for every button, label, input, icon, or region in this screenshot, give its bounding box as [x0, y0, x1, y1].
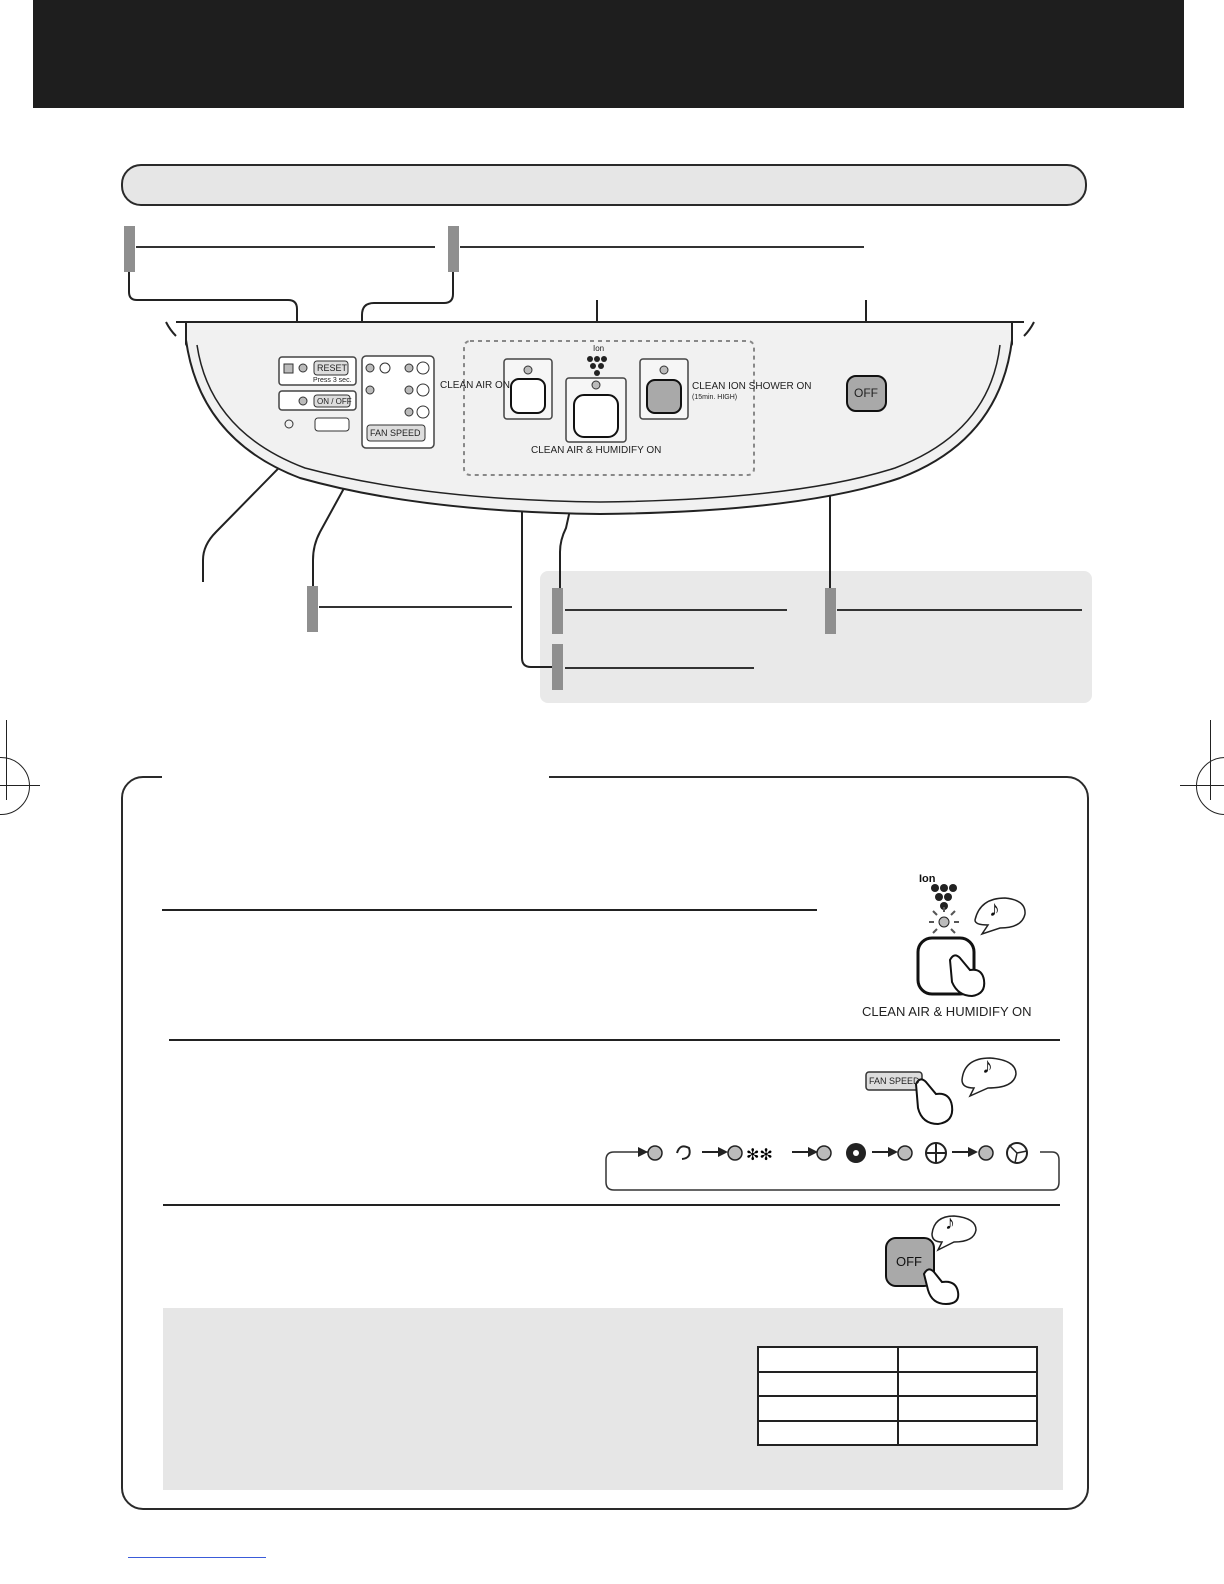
step2-fan-speed-label: FAN SPEED: [869, 1076, 920, 1086]
music-note-icon: ♪: [989, 896, 1000, 921]
registration-mark-line: [6, 720, 7, 800]
table-row: [758, 1396, 1037, 1421]
step3-off-label: OFF: [896, 1254, 922, 1269]
music-note-icon: ♪: [982, 1053, 993, 1078]
step1-ion-label: Ion: [919, 873, 936, 885]
table-row: [758, 1421, 1037, 1446]
clean-ion-shower-subnote: (15min. HIGH): [692, 394, 738, 401]
clean-air-humidify-on-label: CLEAN AIR & HUMIDIFY ON: [531, 445, 662, 456]
footer-rule: [128, 1557, 266, 1558]
note-table: [757, 1346, 1038, 1446]
table-row: [758, 1347, 1037, 1372]
reset-button-label[interactable]: RESET: [317, 363, 348, 373]
step2-divider: [169, 1039, 1060, 1041]
step2-fan-speed-illustration: [860, 1050, 1030, 1130]
clean-ion-shower-on-label: CLEAN ION SHOWER ON: [692, 381, 812, 392]
music-note-icon: ♪: [945, 1212, 955, 1234]
fan-speed-cycle-diagram: [600, 1130, 1062, 1194]
step1-button-illustration: [900, 870, 1030, 1000]
fan-speed-button-label[interactable]: FAN SPEED: [370, 428, 421, 438]
step3-divider: [163, 1204, 1060, 1206]
step1-button-caption: CLEAN AIR & HUMIDIFY ON: [862, 1004, 1032, 1019]
ion-label: Ion: [593, 344, 605, 353]
step1-divider: [162, 909, 817, 911]
registration-mark-line: [1180, 785, 1224, 786]
clean-air-on-label: CLEAN AIR ON: [440, 380, 511, 391]
control-panel-illustration: [0, 0, 1224, 780]
on-off-button-label[interactable]: ON / OFF: [317, 397, 352, 406]
registration-mark-line: [1210, 720, 1211, 800]
svg-text:✻✻: ✻✻: [746, 1145, 773, 1164]
table-row: [758, 1372, 1037, 1397]
operation-section-tab-gap: [162, 770, 549, 782]
press-3-sec-note: Press 3 sec.: [313, 377, 352, 384]
off-button-label[interactable]: OFF: [854, 386, 878, 400]
